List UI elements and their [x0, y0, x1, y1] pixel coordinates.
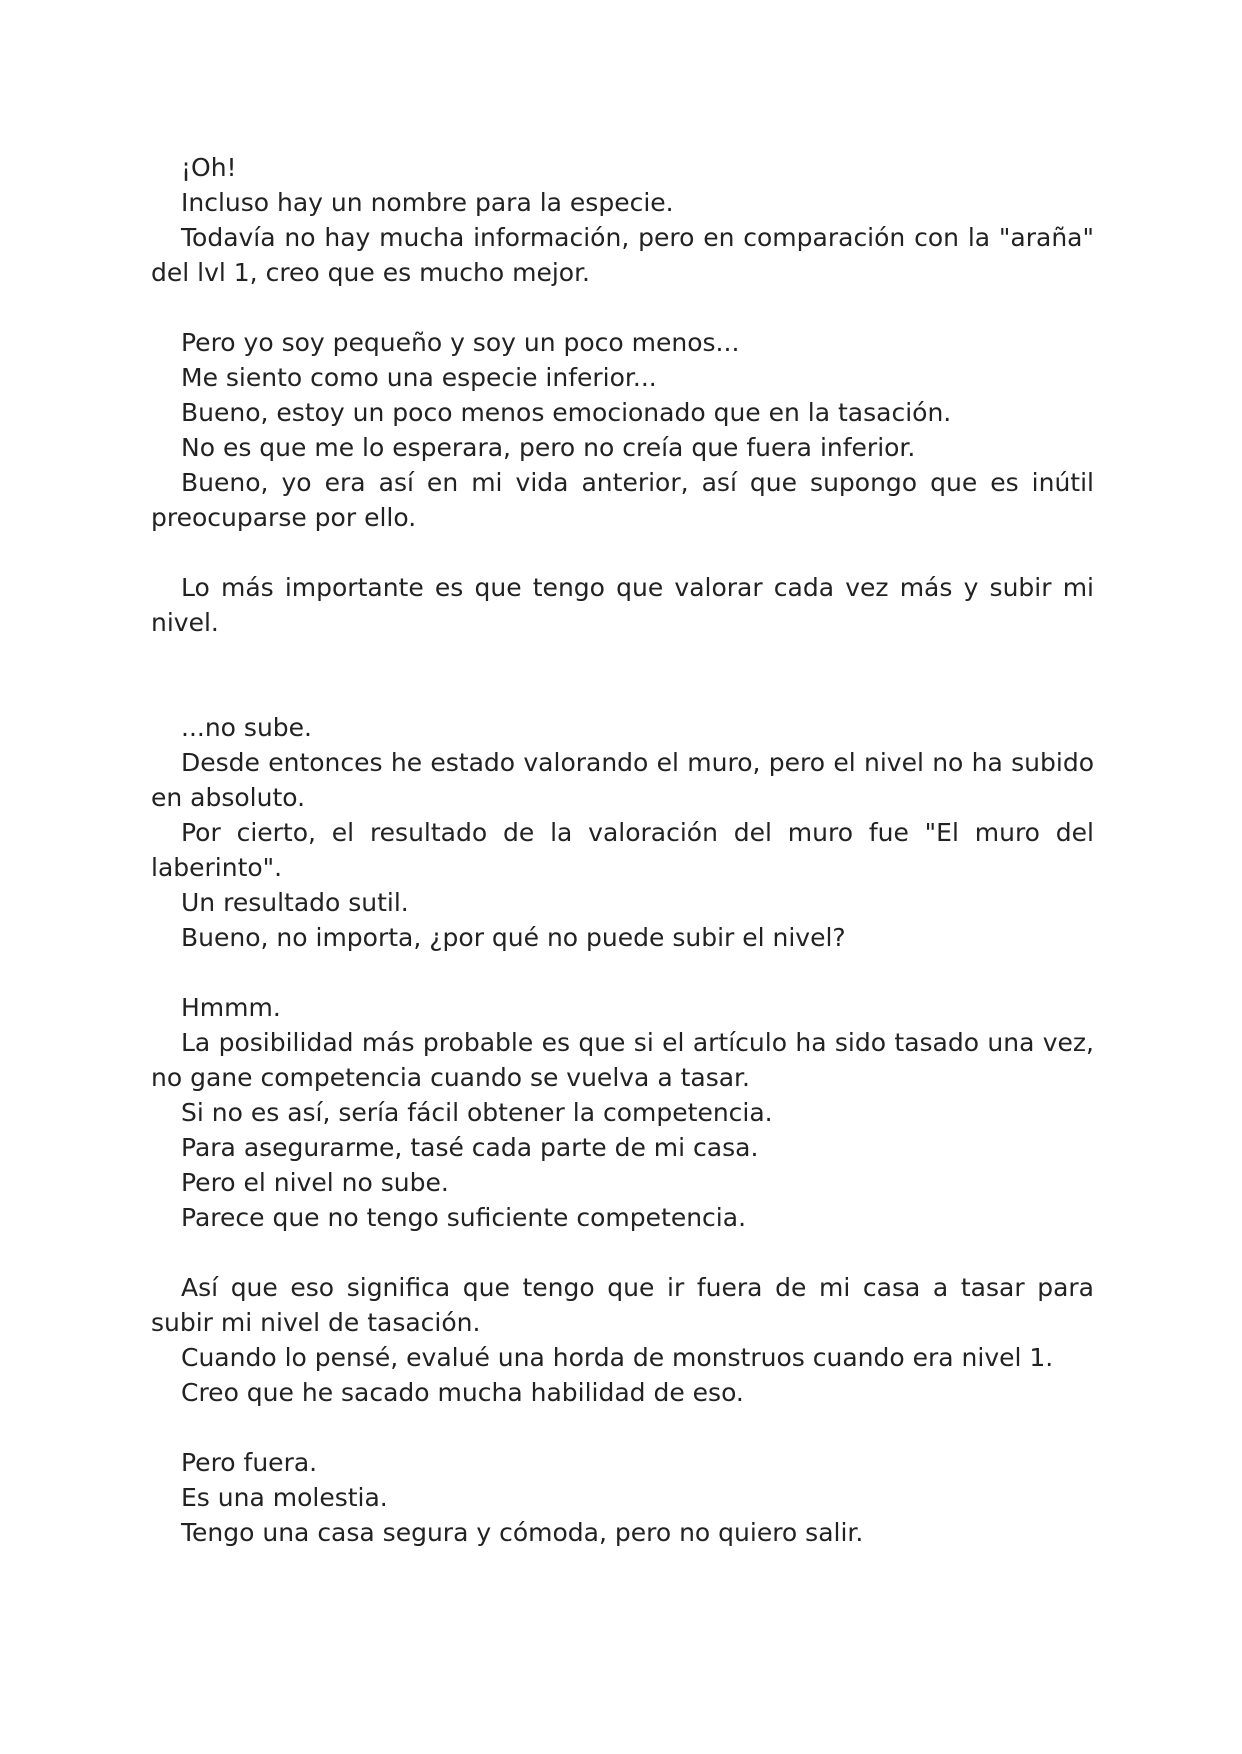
paragraph: Un resultado sutil.: [181, 888, 409, 917]
paragraph: Cuando lo pensé, evalué una horda de monstruos cuando era nivel 1.: [181, 1343, 1054, 1372]
blank-line: [151, 535, 1094, 570]
paragraph: Parece que no tengo suficiente competencia.: [181, 1203, 747, 1232]
paragraph: Todavía no hay mucha información, pero en comparación con la "araña" del lvl 1, creo que es mucho mejor.: [151, 223, 1094, 287]
paragraph: Si no es así, sería fácil obtener la competencia.: [181, 1098, 773, 1127]
paragraph: ...no sube.: [181, 713, 312, 742]
paragraph: Es una molestia.: [181, 1483, 388, 1512]
paragraph: Bueno, estoy un poco menos emocionado que en la tasación.: [181, 398, 952, 427]
blank-line: [151, 290, 1094, 325]
paragraph: Me siento como una especie inferior...: [181, 363, 657, 392]
paragraph: Desde entonces he estado valorando el muro, pero el nivel no ha subido en absoluto.: [151, 748, 1094, 812]
blank-line: [151, 955, 1094, 990]
paragraph: Lo más importante es que tengo que valorar cada vez más y subir mi nivel.: [151, 573, 1094, 637]
paragraph: Incluso hay un nombre para la especie.: [181, 188, 674, 217]
paragraph: Pero yo soy pequeño y soy un poco menos...: [181, 328, 740, 357]
blank-line: [151, 640, 1094, 710]
paragraph: Bueno, yo era así en mi vida anterior, así que supongo que es inútil preocuparse por ello.: [151, 468, 1094, 532]
paragraph: Para asegurarme, tasé cada parte de mi casa.: [181, 1133, 759, 1162]
paragraph: Tengo una casa segura y cómoda, pero no quiero salir.: [181, 1518, 864, 1547]
paragraph: La posibilidad más probable es que si el artículo ha sido tasado una vez, no gane competencia cuando se vuelva a tasar.: [151, 1028, 1094, 1092]
blank-line: [151, 1410, 1094, 1445]
paragraph: Por cierto, el resultado de la valoración del muro fue "El muro del laberinto".: [151, 818, 1094, 882]
paragraph: Pero el nivel no sube.: [181, 1168, 449, 1197]
paragraph: Bueno, no importa, ¿por qué no puede subir el nivel?: [181, 923, 846, 952]
paragraph: ¡Oh!: [181, 153, 237, 182]
document-page: [151, 150, 1094, 1550]
paragraph: Así que eso significa que tengo que ir fuera de mi casa a tasar para subir mi nivel de tasación.: [151, 1273, 1094, 1337]
paragraph: Pero fuera.: [181, 1448, 318, 1477]
blank-line: [151, 1235, 1094, 1270]
paragraph: No es que me lo esperara, pero no creía que fuera inferior.: [181, 433, 916, 462]
paragraph: Hmmm.: [181, 993, 281, 1022]
paragraph: Creo que he sacado mucha habilidad de eso.: [181, 1378, 744, 1407]
